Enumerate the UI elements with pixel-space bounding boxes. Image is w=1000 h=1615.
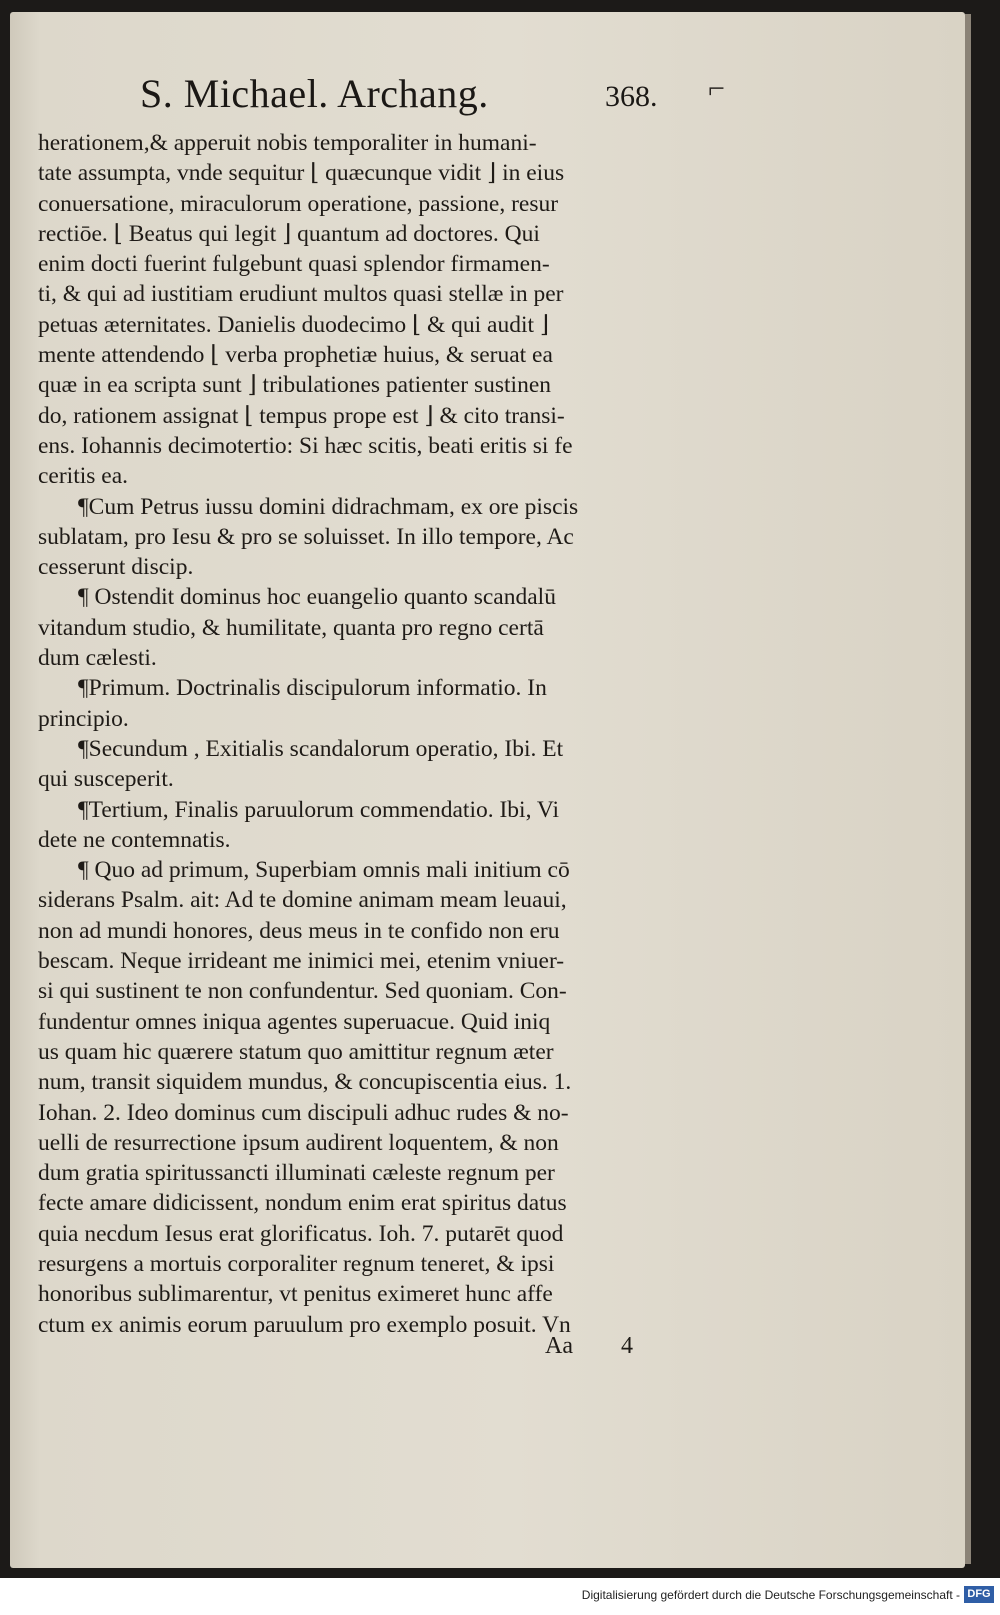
text-line: non ad mundi honores, deus meus in te confido non eru: [38, 917, 560, 944]
text-line: ti, & qui ad iustitiam erudiunt multos quasi stellæ in per: [38, 281, 564, 308]
text-line: honoribus sublimarentur, vt penitus eximeret hunc affe: [38, 1281, 553, 1308]
text-line: resurgens a mortuis corporaliter regnum teneret, & ipsi: [38, 1250, 555, 1277]
running-head: [140, 70, 740, 126]
page-edge: [965, 14, 971, 1564]
text-line: si qui sustinent te non confundentur. Sed quoniam. Con-: [38, 978, 567, 1005]
text-line: dum cælesti.: [38, 645, 157, 672]
text-line: sublatam, pro Iesu & pro se soluisset. In illo tempore, Ac: [38, 523, 574, 550]
dfg-logo: DFG: [964, 1586, 994, 1603]
funding-credit: Digitalisierung gefördert durch die Deutsche Forschungsgemeinschaft -: [581, 1588, 960, 1602]
text-line: quia necdum Iesus erat glorificatus. Ioh. 7. putarēt quod: [38, 1220, 564, 1247]
text-line: do, rationem assignat ⌊ tempus prope est ⌋ & cito transi-: [38, 402, 565, 429]
text-line: petuas æternitates. Danielis duodecimo ⌊ & qui audit ⌋: [38, 311, 550, 338]
text-line: cesserunt discip.: [38, 554, 194, 581]
digitization-footer: [0, 1578, 1000, 1615]
text-line: conuersatione, miraculorum operatione, passione, resur: [38, 190, 559, 217]
text-line: rectiōe. ⌊ Beatus qui legit ⌋ quantum ad doctores. Qui: [38, 220, 540, 247]
text-line: fecte amare didicissent, nondum enim erat spiritus datus: [38, 1190, 567, 1217]
corner-mark: ⌐: [708, 72, 725, 105]
signature-number: 4: [621, 1333, 633, 1359]
text-line: ¶Primum. Doctrinalis discipulorum informatio. In: [78, 675, 547, 702]
text-line: Iohan. 2. Ideo dominus cum discipuli adhuc rudes & no-: [38, 1099, 569, 1126]
text-line: quæ in ea scripta sunt ⌋ tribulationes patienter sustinen: [38, 372, 552, 399]
text-line: ¶ Quo ad primum, Superbiam omnis mali initium cō: [78, 857, 570, 884]
text-line: ¶ Ostendit dominus hoc euangelio quanto scandalū: [78, 584, 556, 611]
text-line: uelli de resurrectione ipsum audirent loquentem, & non: [38, 1129, 559, 1156]
text-line: num, transit siquidem mundus, & concupiscentia eius. 1.: [38, 1069, 572, 1096]
text-line: ens. Iohannis decimotertio: Si hæc scitis, beati eritis si fe: [38, 432, 573, 459]
text-line: herationem,& apperuit nobis temporaliter in humani-: [38, 130, 537, 156]
text-line: bescam. Neque irrideant me inimici mei, etenim vniuer-: [38, 948, 565, 975]
text-line: siderans Psalm. ait: Ad te domine animam meam leuaui,: [38, 887, 567, 914]
signature-letters: Aa: [545, 1333, 573, 1359]
body-text: [38, 128, 728, 1340]
text-line: us quam hic quærere statum quo amittitur regnum æter: [38, 1038, 554, 1065]
text-line: tate assumpta, vnde sequitur ⌊ quæcunque vidit ⌋ in eius: [38, 160, 565, 187]
text-line: vitandum studio, & humilitate, quanta pro regno certā: [38, 614, 544, 641]
text-line: ¶Tertium, Finalis paruulorum commendatio. Ibi, Vi: [78, 796, 560, 823]
page-number: 368.: [605, 80, 658, 113]
text-line: ctum ex animis eorum paruulum pro exemplo posuit. Vn: [38, 1311, 571, 1338]
text-line: principio.: [38, 705, 129, 732]
text-line: mente attendendo ⌊ verba prophetiæ huius, & seruat ea: [38, 342, 553, 369]
text-line: dete ne contemnatis.: [38, 826, 231, 853]
text-line: qui susceperit.: [38, 766, 174, 793]
text-line: ¶Cum Petrus iussu domini didrachmam, ex ore piscis: [78, 493, 579, 520]
text-line: ceritis ea.: [38, 463, 129, 490]
running-head-title: S. Michael. Archang.: [140, 71, 489, 116]
text-line: dum gratia spiritussancti illuminati cæleste regnum per: [38, 1160, 555, 1187]
text-line: ¶Secundum , Exitialis scandalorum operatio, Ibi. Et: [78, 735, 564, 762]
text-line: fundentur omnes iniqua agentes superuacue. Quid iniq: [38, 1008, 551, 1035]
text-line: enim docti fuerint fulgebunt quasi splendor firmamen-: [38, 251, 550, 278]
